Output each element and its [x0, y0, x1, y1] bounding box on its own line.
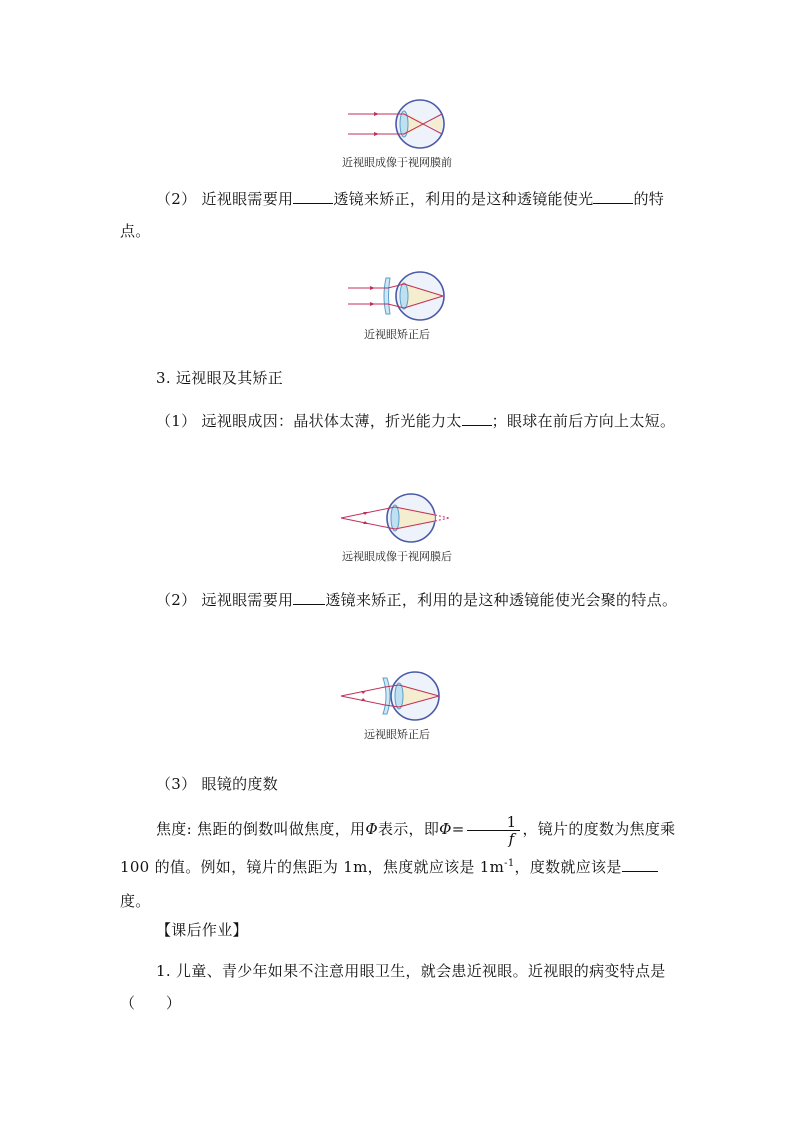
figure-hyperopia-after — [0, 668, 794, 742]
question-number: 1. — [156, 962, 171, 980]
figure-caption: 远视眼成像于视网膜后 — [342, 550, 452, 563]
item-number: （1） — [156, 412, 197, 430]
figure-caption: 远视眼矫正后 — [364, 728, 430, 741]
text-segment: ，度数就应该是 — [514, 857, 622, 876]
eye-diagram-hyperopia-corrected-icon — [337, 668, 457, 724]
text-segment: 远视眼需要用 — [201, 591, 294, 609]
section-title-hyperopia — [120, 362, 680, 394]
text-segment: 近视眼需要用 — [201, 190, 294, 208]
answer-blank[interactable] — [622, 857, 658, 872]
paragraph-focal-power — [120, 812, 680, 918]
text-segment: 的特点。 — [120, 190, 665, 240]
fraction-formula — [467, 814, 521, 847]
answer-blank[interactable] — [593, 189, 633, 204]
fraction-numerator: 1 — [467, 814, 521, 831]
superscript: -1 — [504, 857, 515, 869]
section-title-glasses — [120, 768, 680, 800]
eye-diagram-myopia-icon — [342, 96, 452, 152]
answer-blank[interactable] — [293, 189, 333, 204]
eye-diagram-hyperopia-icon — [337, 490, 457, 546]
eye-diagram-myopia-corrected-icon — [342, 268, 452, 324]
formula-lhs: Φ= — [439, 820, 465, 838]
text-segment: 表示，即 — [377, 820, 440, 838]
figure-myopia-before — [0, 96, 794, 170]
figure-myopia-after — [0, 268, 794, 342]
figure-caption: 近视眼成像于视网膜前 — [342, 156, 452, 169]
text-segment: 度。 — [120, 891, 151, 910]
section-number: 3. — [156, 369, 171, 387]
text-segment: 焦度: 焦距的倒数叫做焦度，用 — [156, 820, 366, 838]
paragraph-myopia-correction — [120, 183, 680, 247]
text-segment: ；眼球在前后方向上太短。 — [491, 412, 676, 430]
answer-blank[interactable] — [293, 590, 325, 605]
fraction-denominator: f — [508, 829, 515, 848]
homework-question-1 — [120, 955, 680, 1019]
paragraph-hyperopia-correction — [120, 584, 680, 616]
section-title: 远视眼及其矫正 — [176, 369, 284, 387]
answer-blank[interactable] — [462, 411, 492, 426]
homework-title: 【课后作业】 — [156, 921, 248, 939]
figure-hyperopia-before — [0, 490, 794, 564]
text-segment: 透镜来矫正，利用的是这种透镜能使光会聚的特点。 — [325, 591, 678, 609]
section-title: 眼镜的度数 — [201, 775, 279, 793]
text-segment: 透镜来矫正，利用的是这种透镜能使光 — [333, 190, 594, 208]
item-number: （2） — [156, 190, 197, 208]
text-segment: 远视眼成因：晶状体太薄，折光能力太 — [201, 412, 462, 430]
figure-caption: 近视眼矫正后 — [364, 328, 430, 341]
text-segment: ，镜片的度数为焦度乘 100 的值。例如，镜片的焦距为 1m，焦度就应该是 1m — [120, 820, 676, 876]
item-number: （2） — [156, 591, 197, 609]
item-number: （3） — [156, 775, 197, 793]
phi-symbol: Φ — [365, 820, 378, 838]
question-text: 儿童、青少年如果不注意用眼卫生，就会患近视眼。近视眼的病变特点是（ ） — [120, 962, 666, 1012]
paragraph-hyperopia-cause — [120, 405, 680, 437]
